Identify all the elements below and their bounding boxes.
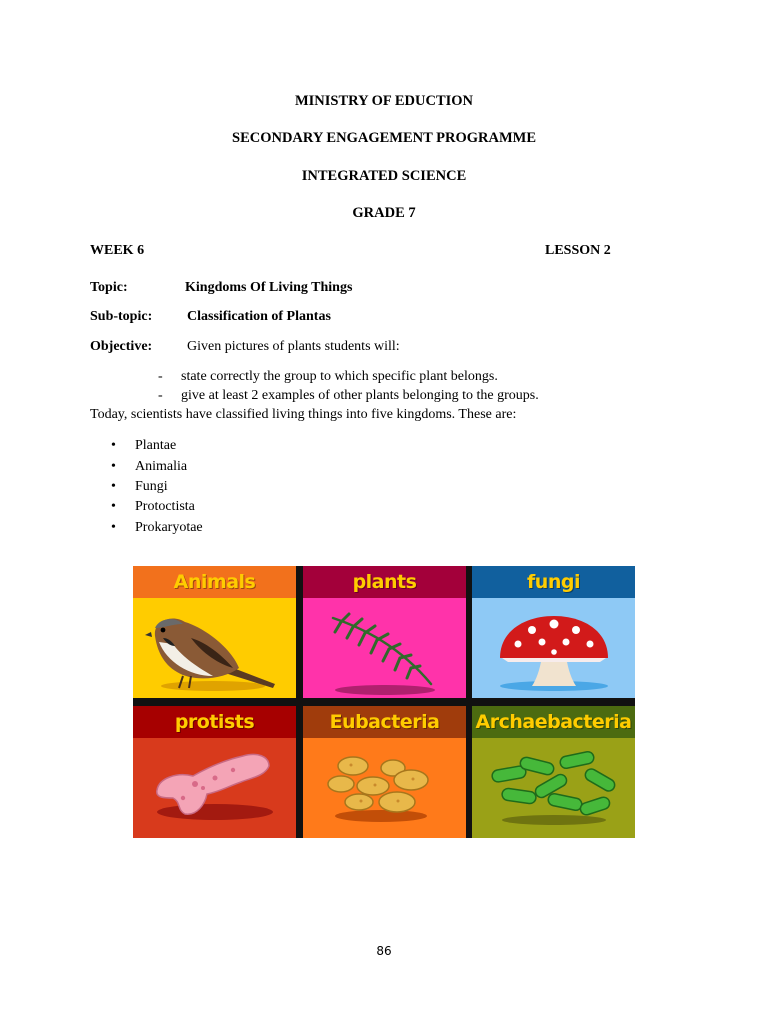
- bullet-icon: •: [111, 459, 116, 474]
- objective-item: state correctly the group to which specific plant belongs.: [181, 369, 498, 384]
- figure-cell-label: Eubacteria: [303, 706, 466, 738]
- figure-cell-eubacteria: [303, 706, 466, 838]
- figure-cell-animals: [133, 566, 296, 698]
- subtopic-value: Classification of Plantas: [187, 309, 331, 324]
- kingdom-list-item: [111, 459, 188, 475]
- kingdom-list-item: [111, 520, 203, 536]
- objective-value: Given pictures of plants students will:: [187, 339, 400, 354]
- objective-item: give at least 2 examples of other plants belonging to the groups.: [181, 388, 539, 403]
- figure-cell-label: plants: [303, 566, 466, 598]
- sparrow-icon: [133, 598, 296, 698]
- bullet-icon: •: [111, 520, 116, 535]
- amoeba-icon: [133, 738, 296, 838]
- figure-cell-label: fungi: [472, 566, 635, 598]
- subtopic-label: Sub-topic:: [90, 309, 153, 324]
- kingdom-name: Plantae: [135, 438, 177, 453]
- kingdom-name: Animalia: [135, 459, 188, 474]
- figure-cell-fungi: [472, 566, 635, 698]
- fern-leaf-icon: [303, 598, 466, 698]
- bacteria-cluster-icon: [303, 738, 466, 838]
- bullet-icon: •: [111, 499, 116, 514]
- intro-text: Today, scientists have classified living things into five kingdoms. These are:: [90, 407, 517, 422]
- objective-label: Objective:: [90, 339, 153, 354]
- lesson-label: LESSON 2: [545, 243, 611, 258]
- figure-cell-plants: [303, 566, 466, 698]
- ministry-heading: MINISTRY OF EDUCTION: [294, 93, 474, 109]
- objective-dash: -: [158, 369, 163, 384]
- kingdom-list-item: [111, 479, 168, 495]
- programme-heading: SECONDARY ENGAGEMENT PROGRAMME: [232, 130, 536, 146]
- objective-dash: -: [158, 388, 163, 403]
- topic-value: Kingdoms Of Living Things: [185, 280, 353, 295]
- figure-cell-label: protists: [133, 706, 296, 738]
- figure-cell-archaebacteria: [472, 706, 635, 838]
- kingdom-list-item: [111, 499, 195, 515]
- figure-cell-label: Animals: [133, 566, 296, 598]
- green-bacilli-icon: [472, 738, 635, 838]
- subject-heading: INTEGRATED SCIENCE: [301, 168, 467, 184]
- mushroom-icon: [472, 598, 635, 698]
- bullet-icon: •: [111, 438, 116, 453]
- kingdom-name: Protoctista: [135, 499, 195, 514]
- topic-label: Topic:: [90, 280, 128, 295]
- kingdom-list-item: [111, 438, 177, 454]
- page-number: 86: [376, 944, 392, 958]
- figure-cell-protists: [133, 706, 296, 838]
- grade-heading: GRADE 7: [352, 205, 416, 221]
- kingdoms-figure: [133, 566, 635, 838]
- kingdom-name: Prokaryotae: [135, 520, 203, 535]
- bullet-icon: •: [111, 479, 116, 494]
- kingdom-name: Fungi: [135, 479, 168, 494]
- figure-cell-label: Archaebacteria: [472, 706, 635, 738]
- week-label: WEEK 6: [90, 243, 145, 258]
